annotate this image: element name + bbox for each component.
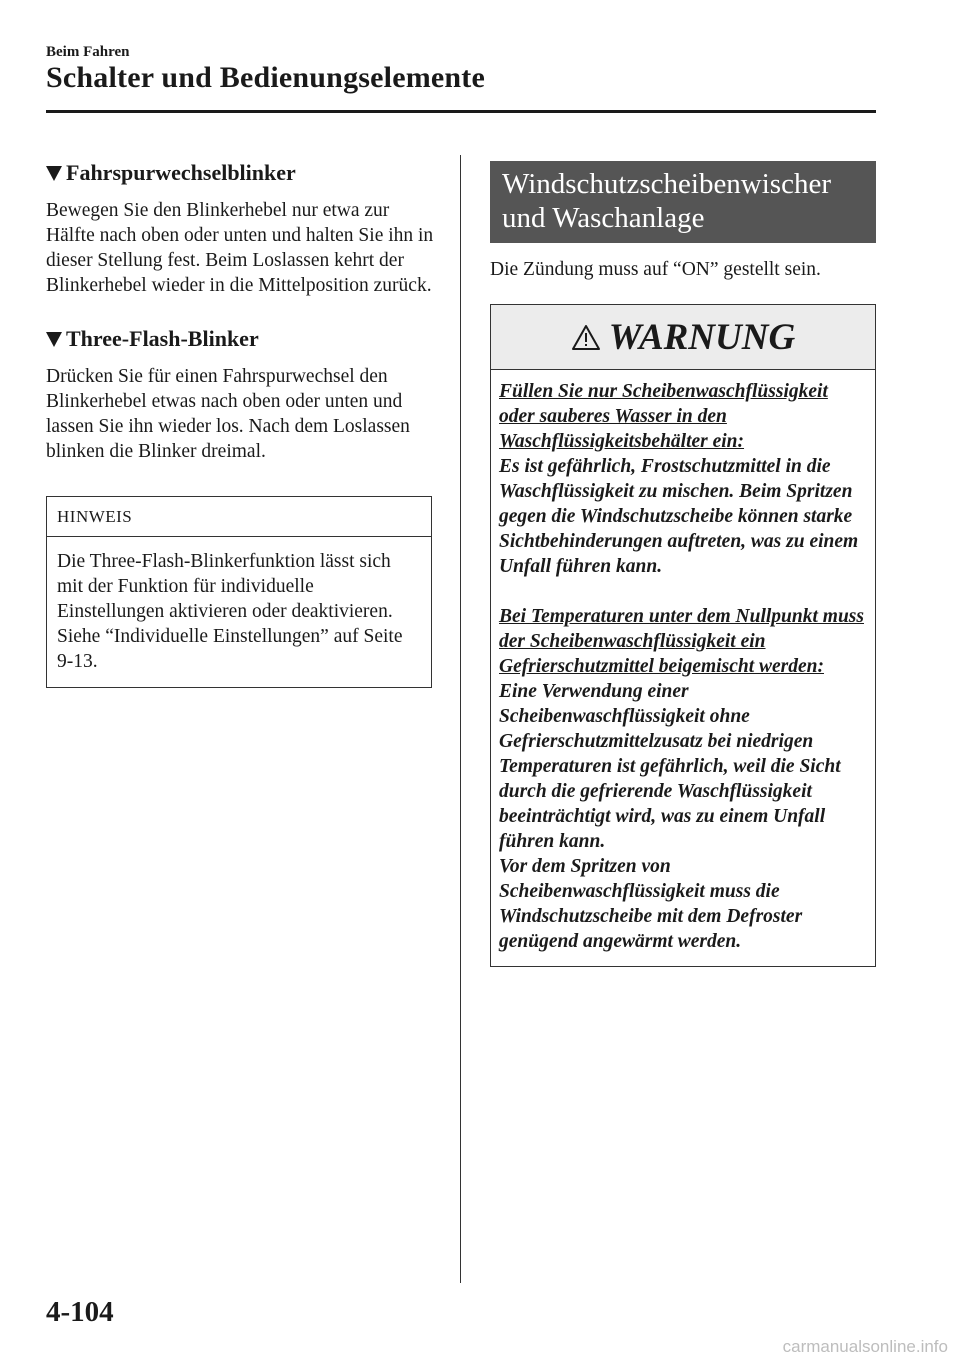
note-body <box>47 537 431 687</box>
section-heading-text: Fahrspurwechselblinker <box>66 160 296 185</box>
paragraph-three-flash-blinker: Drücken Sie für einen Fahrspurwechsel den Blinkerhebel etwas nach oben oder unten und lassen Sie ihn wieder los. Nach dem Loslassen blinken die Blinker dreimal. <box>46 366 410 462</box>
page-title: Schalter und Bedienungselemente <box>46 61 486 94</box>
intro-paragraph: Die Zündung muss auf “ON” gestellt sein. <box>490 259 821 280</box>
warning-title: WARNUNG <box>608 316 796 358</box>
warning-header <box>491 305 875 370</box>
watermark: carmanualsonline.info <box>782 1337 948 1356</box>
paragraph-fahrspurwechselblinker: Bewegen Sie den Blinkerhebel nur etwa zur Hälfte nach oben oder unten und halten Sie ihn in dieser Stellung fest. Beim Loslassen kehrt der Blinkerhebel wieder in die Mittelposition zurück. <box>46 200 434 296</box>
note-heading: HINWEIS <box>47 497 431 537</box>
section-heading-fahrspurwechselblinker <box>46 158 436 188</box>
warning-triangle-icon <box>571 324 601 351</box>
warning-body <box>491 370 875 966</box>
warning-text-3: Vor dem Spritzen von Scheibenwaschflüssigkeit muss die Windschutzscheibe mit dem Defroster genügend angewärmt werden. <box>499 856 803 952</box>
note-text: Die Three-Flash-Blinkerfunktion lässt sich mit der Funktion für individuelle Einstellungen aktivieren oder deaktivieren. <box>57 551 393 622</box>
spacer <box>499 579 867 604</box>
note-reference: Siehe “Individuelle Einstellungen” auf Seite 9-13. <box>57 626 403 672</box>
page-number: 4-104 <box>46 1296 114 1328</box>
warning-subheading-1: Füllen Sie nur Scheibenwaschflüssigkeit oder sauberes Wasser in den Waschflüssigkeitsbehälter ein: <box>499 381 828 452</box>
triangle-down-icon <box>46 332 62 347</box>
warning-box <box>490 304 876 967</box>
section-heading-three-flash-blinker <box>46 324 436 354</box>
warning-text-2: Eine Verwendung einer Scheibenwaschflüssigkeit ohne Gefrierschutzmittelzusatz bei niedrigen Temperaturen ist gefährlich, weil die Sicht durch die gefrierende Waschflüssigkeit beeinträchtigt wird, was zu einem Unfall führen kann. <box>499 681 841 852</box>
right-column <box>490 161 876 967</box>
chapter-label: Beim Fahren <box>46 44 130 60</box>
section-heading-text: Three-Flash-Blinker <box>66 326 259 351</box>
banner-line-2: und Waschanlage <box>502 202 705 234</box>
warning-text-1: Es ist gefährlich, Frostschutzmittel in die Waschflüssigkeit zu mischen. Beim Spritzen gegen die Windschutzscheibe können starke Sichtbehinderungen auftreten, was zu einem Unfall führen kann. <box>499 456 859 577</box>
warning-subheading-2: Bei Temperaturen unter dem Nullpunkt muss der Scheibenwaschflüssigkeit ein Gefrierschutzmittel beigemischt werden: <box>499 606 864 677</box>
triangle-down-icon <box>46 166 62 181</box>
banner-line-1: Windschutzscheibenwischer <box>502 168 831 200</box>
left-column <box>46 158 436 688</box>
note-box <box>46 496 432 688</box>
header-rule <box>46 110 876 113</box>
column-divider <box>460 155 461 1283</box>
section-banner <box>490 161 876 243</box>
